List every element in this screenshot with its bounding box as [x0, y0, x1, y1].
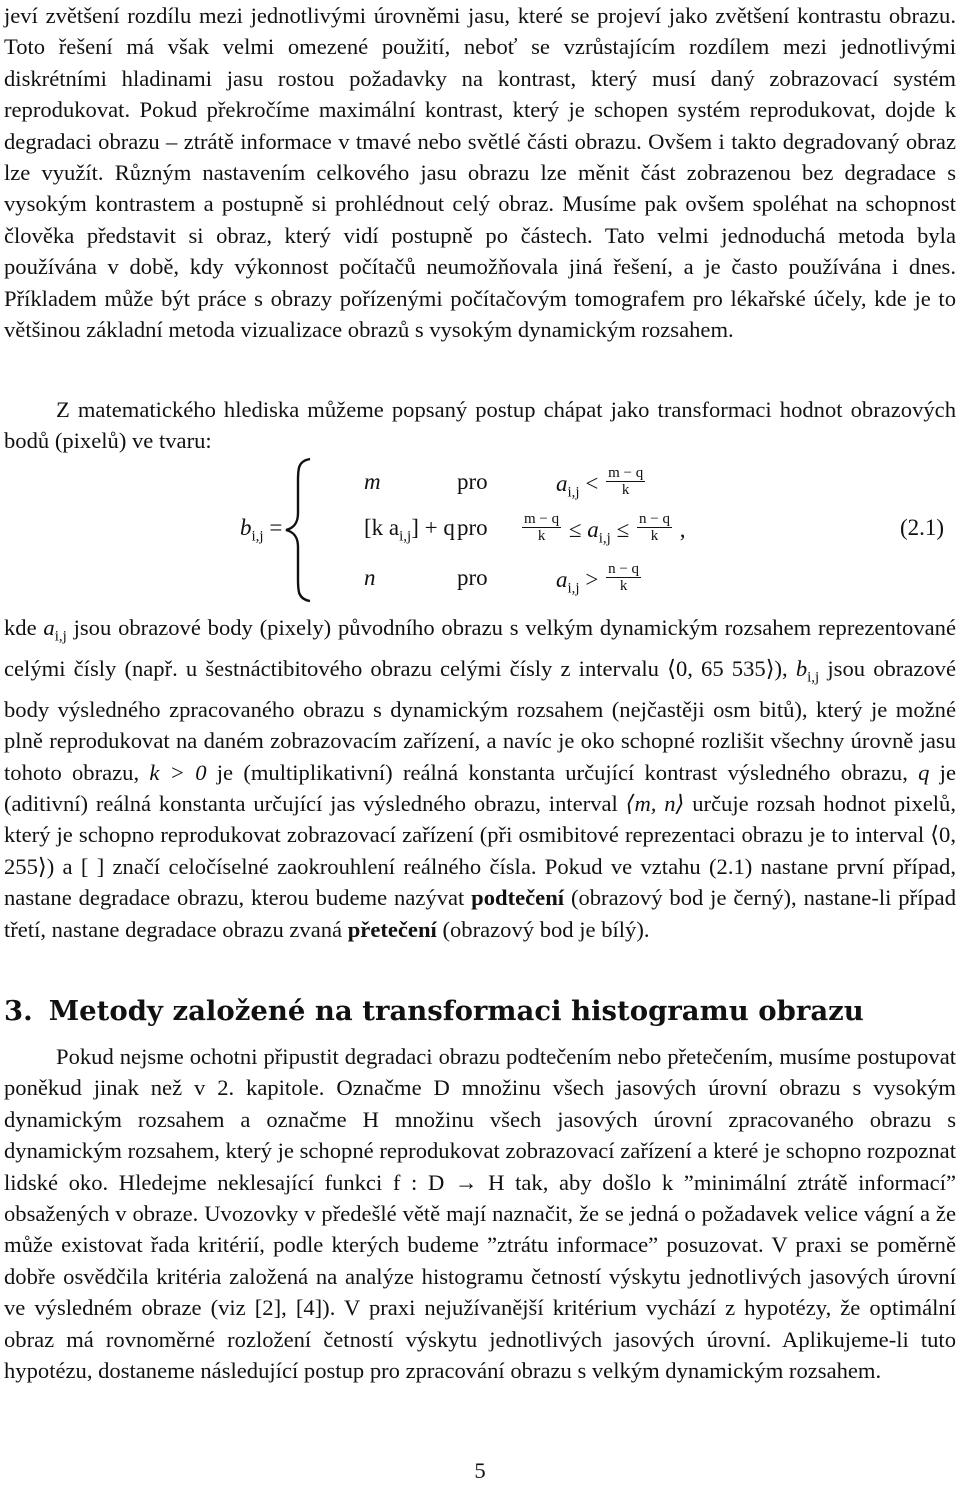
paragraph-histogram-methods: Pokud nejsme ochotni připustit degradaci obrazu podtečením nebo přetečením, musíme postupovat poněkud jinak než v 2. kapitole. Označme D množinu všech jasových úrovní obrazu s vysokým dynamickým rozsahem a označme H množinu všech jasových úrovní zpracovaného obrazu s dynamickým rozsahem, který je schopné reprodukovat zobrazovací zařízení a které je schopno rozpoznat lidské oko. Hledejme neklesající funkci f : D → H tak, aby došlo k ”minimální ztrátě informací” obsažených v obraze. Uvozovky v předešlé větě mají naznačit, že se jedná o požadavek velice vágní a že může existovat řada kritérií, podle kterých budeme ”ztrátu informace” posuzovat. V praxi se poměrně dobře osvědčila kritéria založená na analýze histogramu četností výskytu jednotlivých jasových úrovní ve výsledném obraze (viz [2], [4]). V praxi nejužívanější kritérium vychází z hypotézy, že optimální obraz má rovnoměrné rozložení četností výskytu jednotlivých jasových úrovní. Aplikujeme-li tuto hypotézu, dostaneme následující postup pro zpracování obrazu s velkým dynamickým rozsahem.	[4, 1044, 956, 1384]
equation-case-3: n pro $a_{i,j}$ > $\frac{n - q}{k}$	[364, 561, 640, 597]
section-number: 3.	[4, 995, 33, 1027]
equation-case-1: m pro $a_{i,j}$ < $\frac{m - q}{k}$	[364, 465, 644, 501]
page-number: 5	[474, 1458, 486, 1483]
paragraph-math-intro: Z matematického hlediska můžeme popsaný postup chápat jako transformaci hodnot obrazových bodů (pixelů) ve tvaru:	[4, 397, 956, 454]
section-title: Metody založené na transformaci histogramu obrazu	[48, 995, 864, 1027]
equation-case-2: [k $a_{i,j}] + q$ pro $\frac{m - q}{k}$ ≤ $a_{i,j}$ ≤ $\frac{n - q}{k}$ ,	[364, 511, 686, 547]
term-underflow: podtečení	[471, 885, 565, 911]
equation-2-1	[0, 455, 960, 605]
paragraph-variable-definitions: kde $a_{i,j}$ jsou obrazové body (pixely) původního obrazu s velkým dynamickým rozsahem reprezentované celými čísly (např. u šestnáctibitového obrazu celými čísly z intervalu ⟨0, 65 535⟩), $b_{i,j}$ jsou obrazové body výsledného zpracovaného obrazu s dynamickým rozsahem (nejčastěji osm bitů), který je možné plně reprodukovat na daném zobrazovacím zařízení, a navíc je oko schopné rozlišit všechny úrovně jasu tohoto obrazu, k > 0 je (multiplikativní) reálná konstanta určující kontrast výsledného obrazu, q je (aditivní) reálná konstanta určující jas výsledného obrazu, interval ⟨m, n⟩ určuje rozsah hodnot pixelů, který je schopno reprodukovat zobrazovací zařízení (při osmibitové reprezentaci obrazu je to interval ⟨0, 255⟩) a [ ] značí celočíselné zaokrouhlení reálného čísla. Pokud ve vztahu (2.1) nastane první případ, nastane degradace obrazu, kterou budeme nazývat podtečení (obrazový bod je černý), nastane-li případ třetí, nastane degradace obrazu zvaná přetečení (obrazový bod je bílý).	[4, 615, 957, 942]
term-overflow: přetečení	[347, 916, 437, 942]
equation-lhs: $b_{i,j}$ =	[240, 515, 283, 545]
section-heading	[4, 993, 864, 1029]
paragraph-intro: jeví zvětšení rozdílu mezi jednotlivými úrovněmi jasu, které se projeví jako zvětšení kontrastu obrazu. Toto řešení má však velmi omezené použití, neboť se vzrůstajícím rozdílem mezi jednotlivými diskrétními hladinami jasu rostou požadavky na kontrast, který musí daný zobrazovací systém reprodukovat. Pokud překročíme maximální kontrast, který je schopen systém reprodukovat, dojde k degradaci obrazu – ztrátě informace v tmavé nebo světlé části obrazu. Ovšem i takto degradovaný obraz lze využít. Různým nastavením celkového jasu obrazu lze měnit část zobrazenou bez degradace s vysokým kontrastem a postupně si prohlédnout celý obraz. Musíme pak ovšem spoléhat na schopnost člověka představit si obraz, který vidí postupně po částech. Tato velmi jednoduchá metoda byla používána v době, kdy výkonnost počítačů neumožňovala jiná řešení, a je často používána i dnes. Příkladem může být práce s obrazy pořízenými počítačovým tomografem pro lékařské účely, kde je to většinou základní metoda vizualizace obrazů s vysokým dynamickým rozsahem.	[4, 3, 956, 343]
equation-number: (2.1)	[900, 515, 945, 540]
